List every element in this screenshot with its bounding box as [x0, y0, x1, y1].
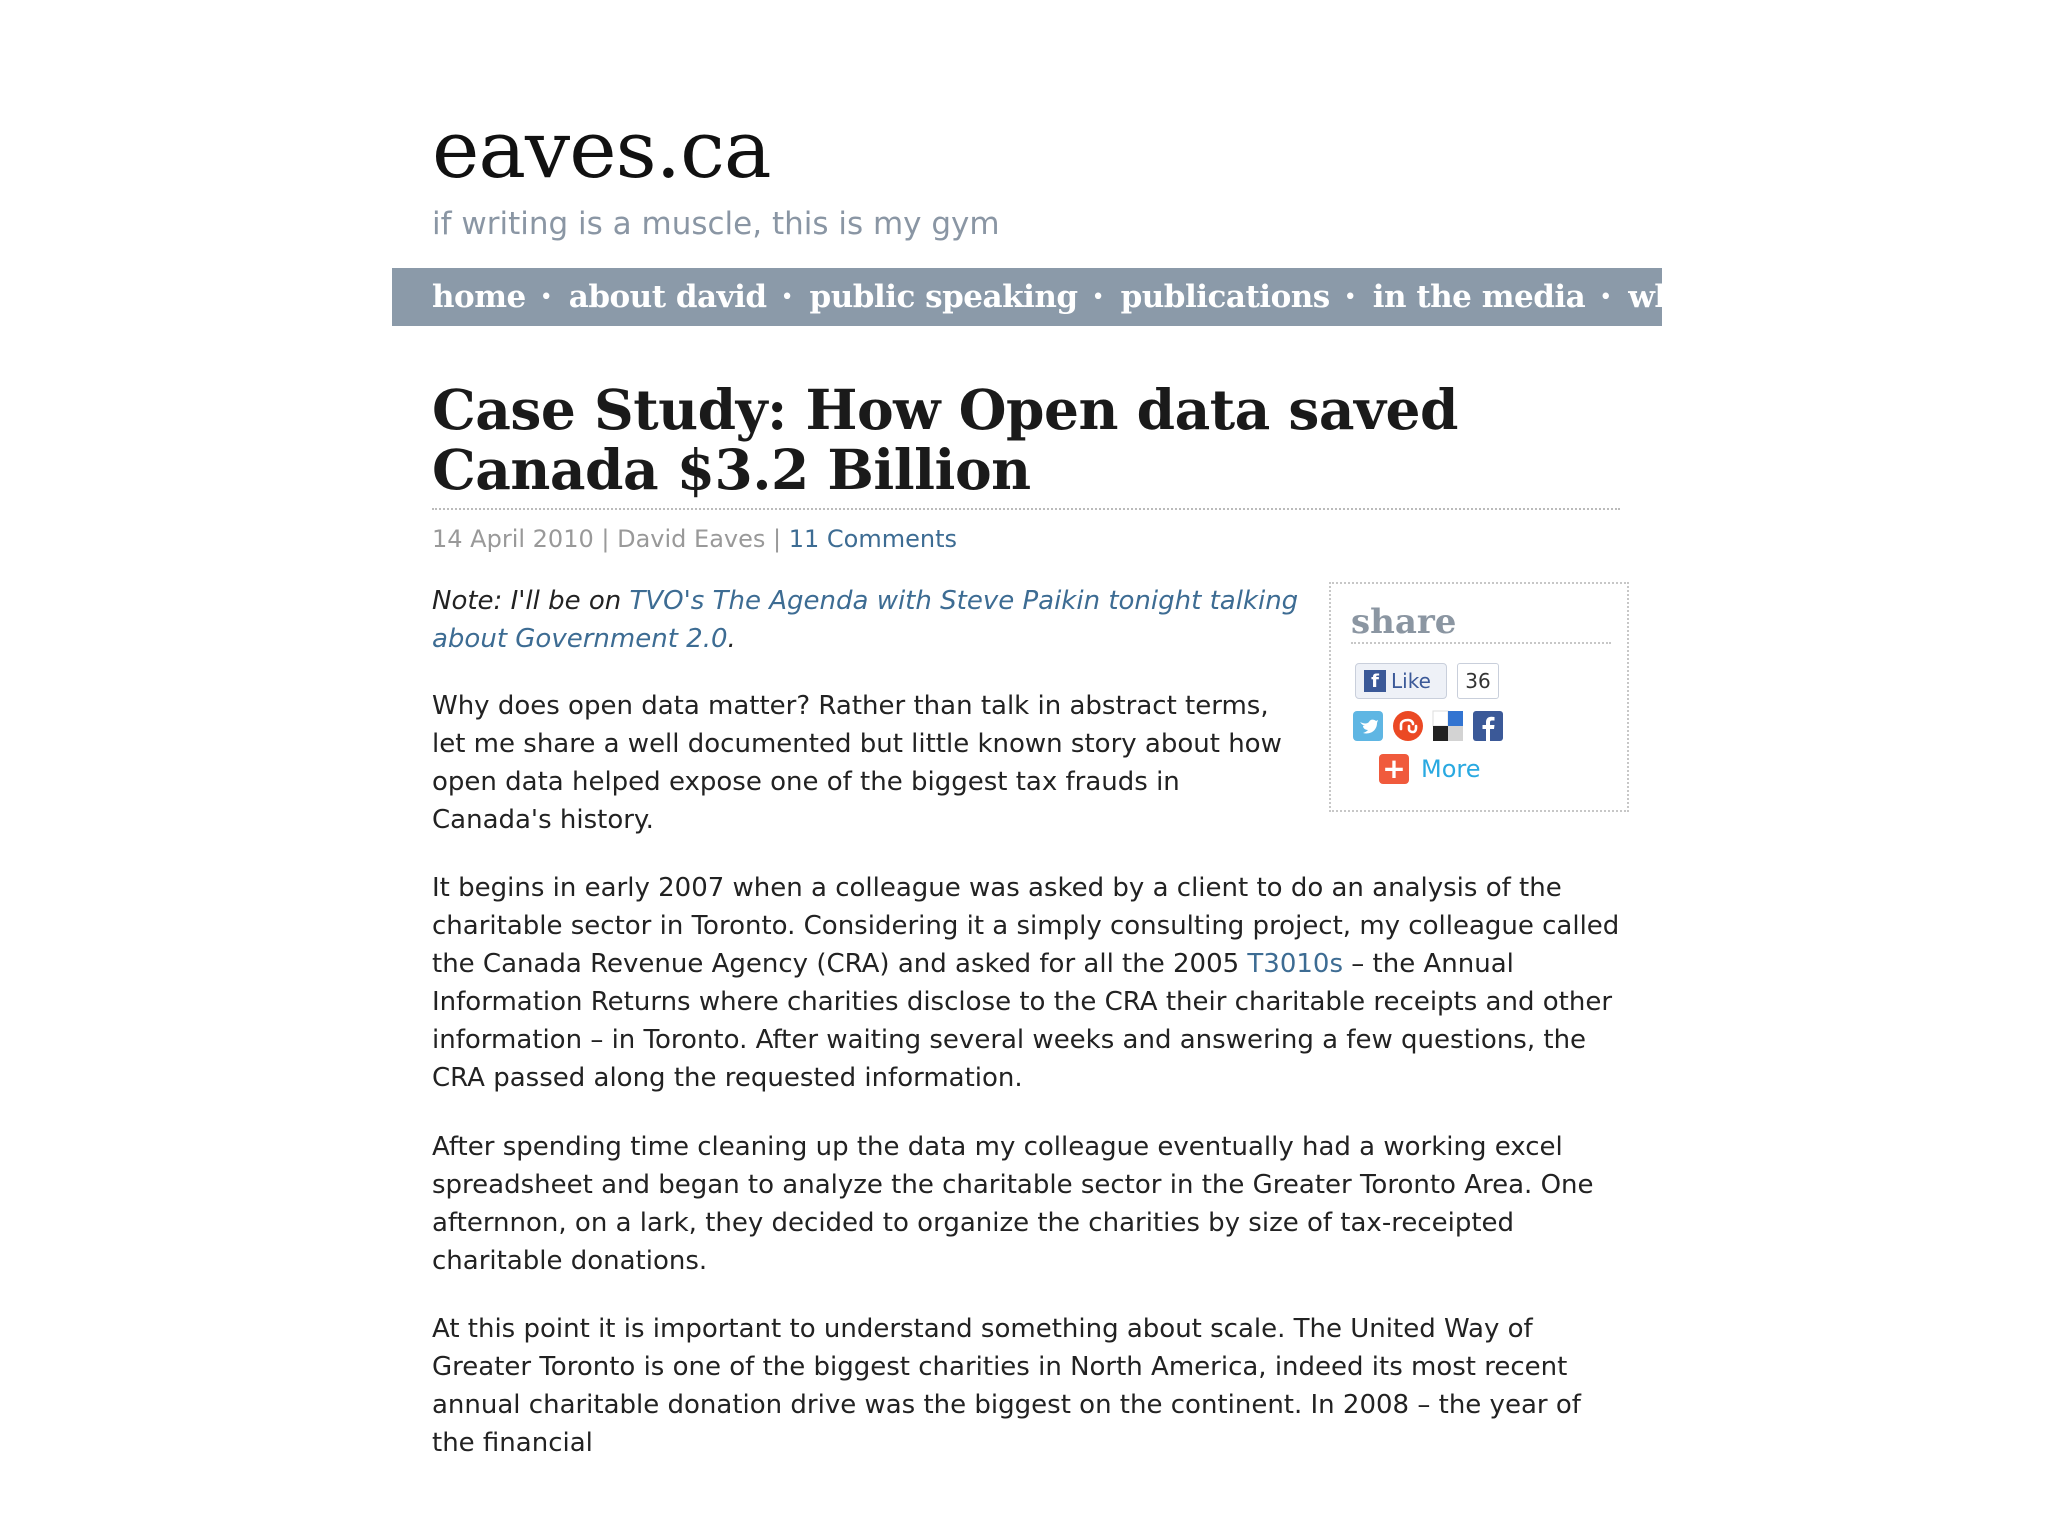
- tvo-agenda-link[interactable]: TVO's The Agenda with Steve Paikin tonight talking about Government 2.0: [432, 586, 1299, 654]
- nav-item-publications[interactable]: publications: [1120, 279, 1330, 315]
- like-count: 36: [1457, 663, 1499, 699]
- post-date: 14 April 2010: [432, 525, 594, 553]
- nav-separator: •: [1343, 284, 1357, 310]
- nav-separator: •: [1599, 284, 1613, 310]
- facebook-icon[interactable]: [1473, 711, 1503, 741]
- nav-separator: •: [539, 284, 553, 310]
- nav-item-public-speaking[interactable]: public speaking: [809, 279, 1078, 315]
- paragraph-2: [432, 869, 1624, 1097]
- note-suffix: .: [727, 624, 736, 654]
- nav-item-home[interactable]: home: [432, 279, 526, 315]
- paragraph-3: After spending time cleaning up the data my colleague eventually had a working excel spreadsheet and began to analyze the charitable sector in the Greater Toronto Area. One afternnon, on a lark, they decided to organize the charities by size of tax-receipted charitable donations.: [432, 1132, 1594, 1276]
- site-title[interactable]: eaves.ca: [432, 103, 771, 196]
- nav-item-what-im-reading[interactable]: what i'm reading: [1628, 279, 1914, 315]
- post-title[interactable]: Case Study: How Open data saved Canada $3.2 Billion: [432, 377, 1458, 502]
- post-author: David Eaves: [617, 525, 766, 553]
- nav-list: [432, 268, 1913, 326]
- plus-icon[interactable]: +: [1379, 754, 1409, 784]
- share-divider: [1351, 642, 1611, 644]
- like-label: Like: [1391, 669, 1431, 693]
- meta-separator: |: [601, 525, 610, 553]
- nav-separator: •: [1091, 284, 1105, 310]
- delicious-icon[interactable]: [1433, 711, 1463, 741]
- nav-separator: •: [780, 284, 794, 310]
- share-more-link[interactable]: More: [1421, 755, 1481, 783]
- paragraph-2-text-after: – the Annual Information Returns where charities disclose to the CRA their charitable receipts and other information – in Toronto. After waiting several weeks and answering a few questions, the CRA passed along the requested information.: [432, 949, 1613, 1093]
- comments-link[interactable]: 11 Comments: [788, 525, 958, 553]
- share-heading: share: [1351, 602, 1457, 642]
- nav-bar: [392, 268, 1914, 326]
- nav-item-in-the-media[interactable]: in the media: [1372, 279, 1586, 315]
- paragraph-2-text-before: It begins in early 2007 when a colleague was asked by a client to do an analysis of the charitable sector in Toronto. Considering it a simply consulting project, my colleague called the Canada Revenue Agency (CRA) and asked for all the 2005: [432, 873, 1620, 979]
- note-prefix: Note: I'll be on: [432, 586, 630, 616]
- site-tagline: if writing is a muscle, this is my gym: [432, 206, 1000, 242]
- paragraph-1: Why does open data matter? Rather than talk in abstract terms, let me share a well documented but little known story about how open data helped expose one of the biggest tax frauds in Canada's history.: [432, 691, 1282, 835]
- nav-item-about-david[interactable]: about david: [568, 279, 767, 315]
- blog-page: [392, 0, 1914, 1536]
- share-widget: [1329, 582, 1629, 812]
- title-divider: [432, 508, 1620, 510]
- stumbleupon-icon[interactable]: [1393, 711, 1423, 741]
- post-meta: [432, 525, 957, 553]
- facebook-like-button[interactable]: [1355, 663, 1447, 699]
- twitter-icon[interactable]: [1353, 711, 1383, 741]
- t3010s-link[interactable]: T3010s: [1247, 949, 1344, 979]
- paragraph-4: At this point it is important to understand something about scale. The United Way of Greater Toronto is one of the biggest charities in North America, indeed its most recent annual charitable donation drive was the biggest on the continent. In 2008 – the year of the financial: [432, 1314, 1581, 1458]
- facebook-icon: f: [1364, 670, 1386, 692]
- meta-separator: |: [773, 525, 782, 553]
- post-note: [432, 582, 1302, 658]
